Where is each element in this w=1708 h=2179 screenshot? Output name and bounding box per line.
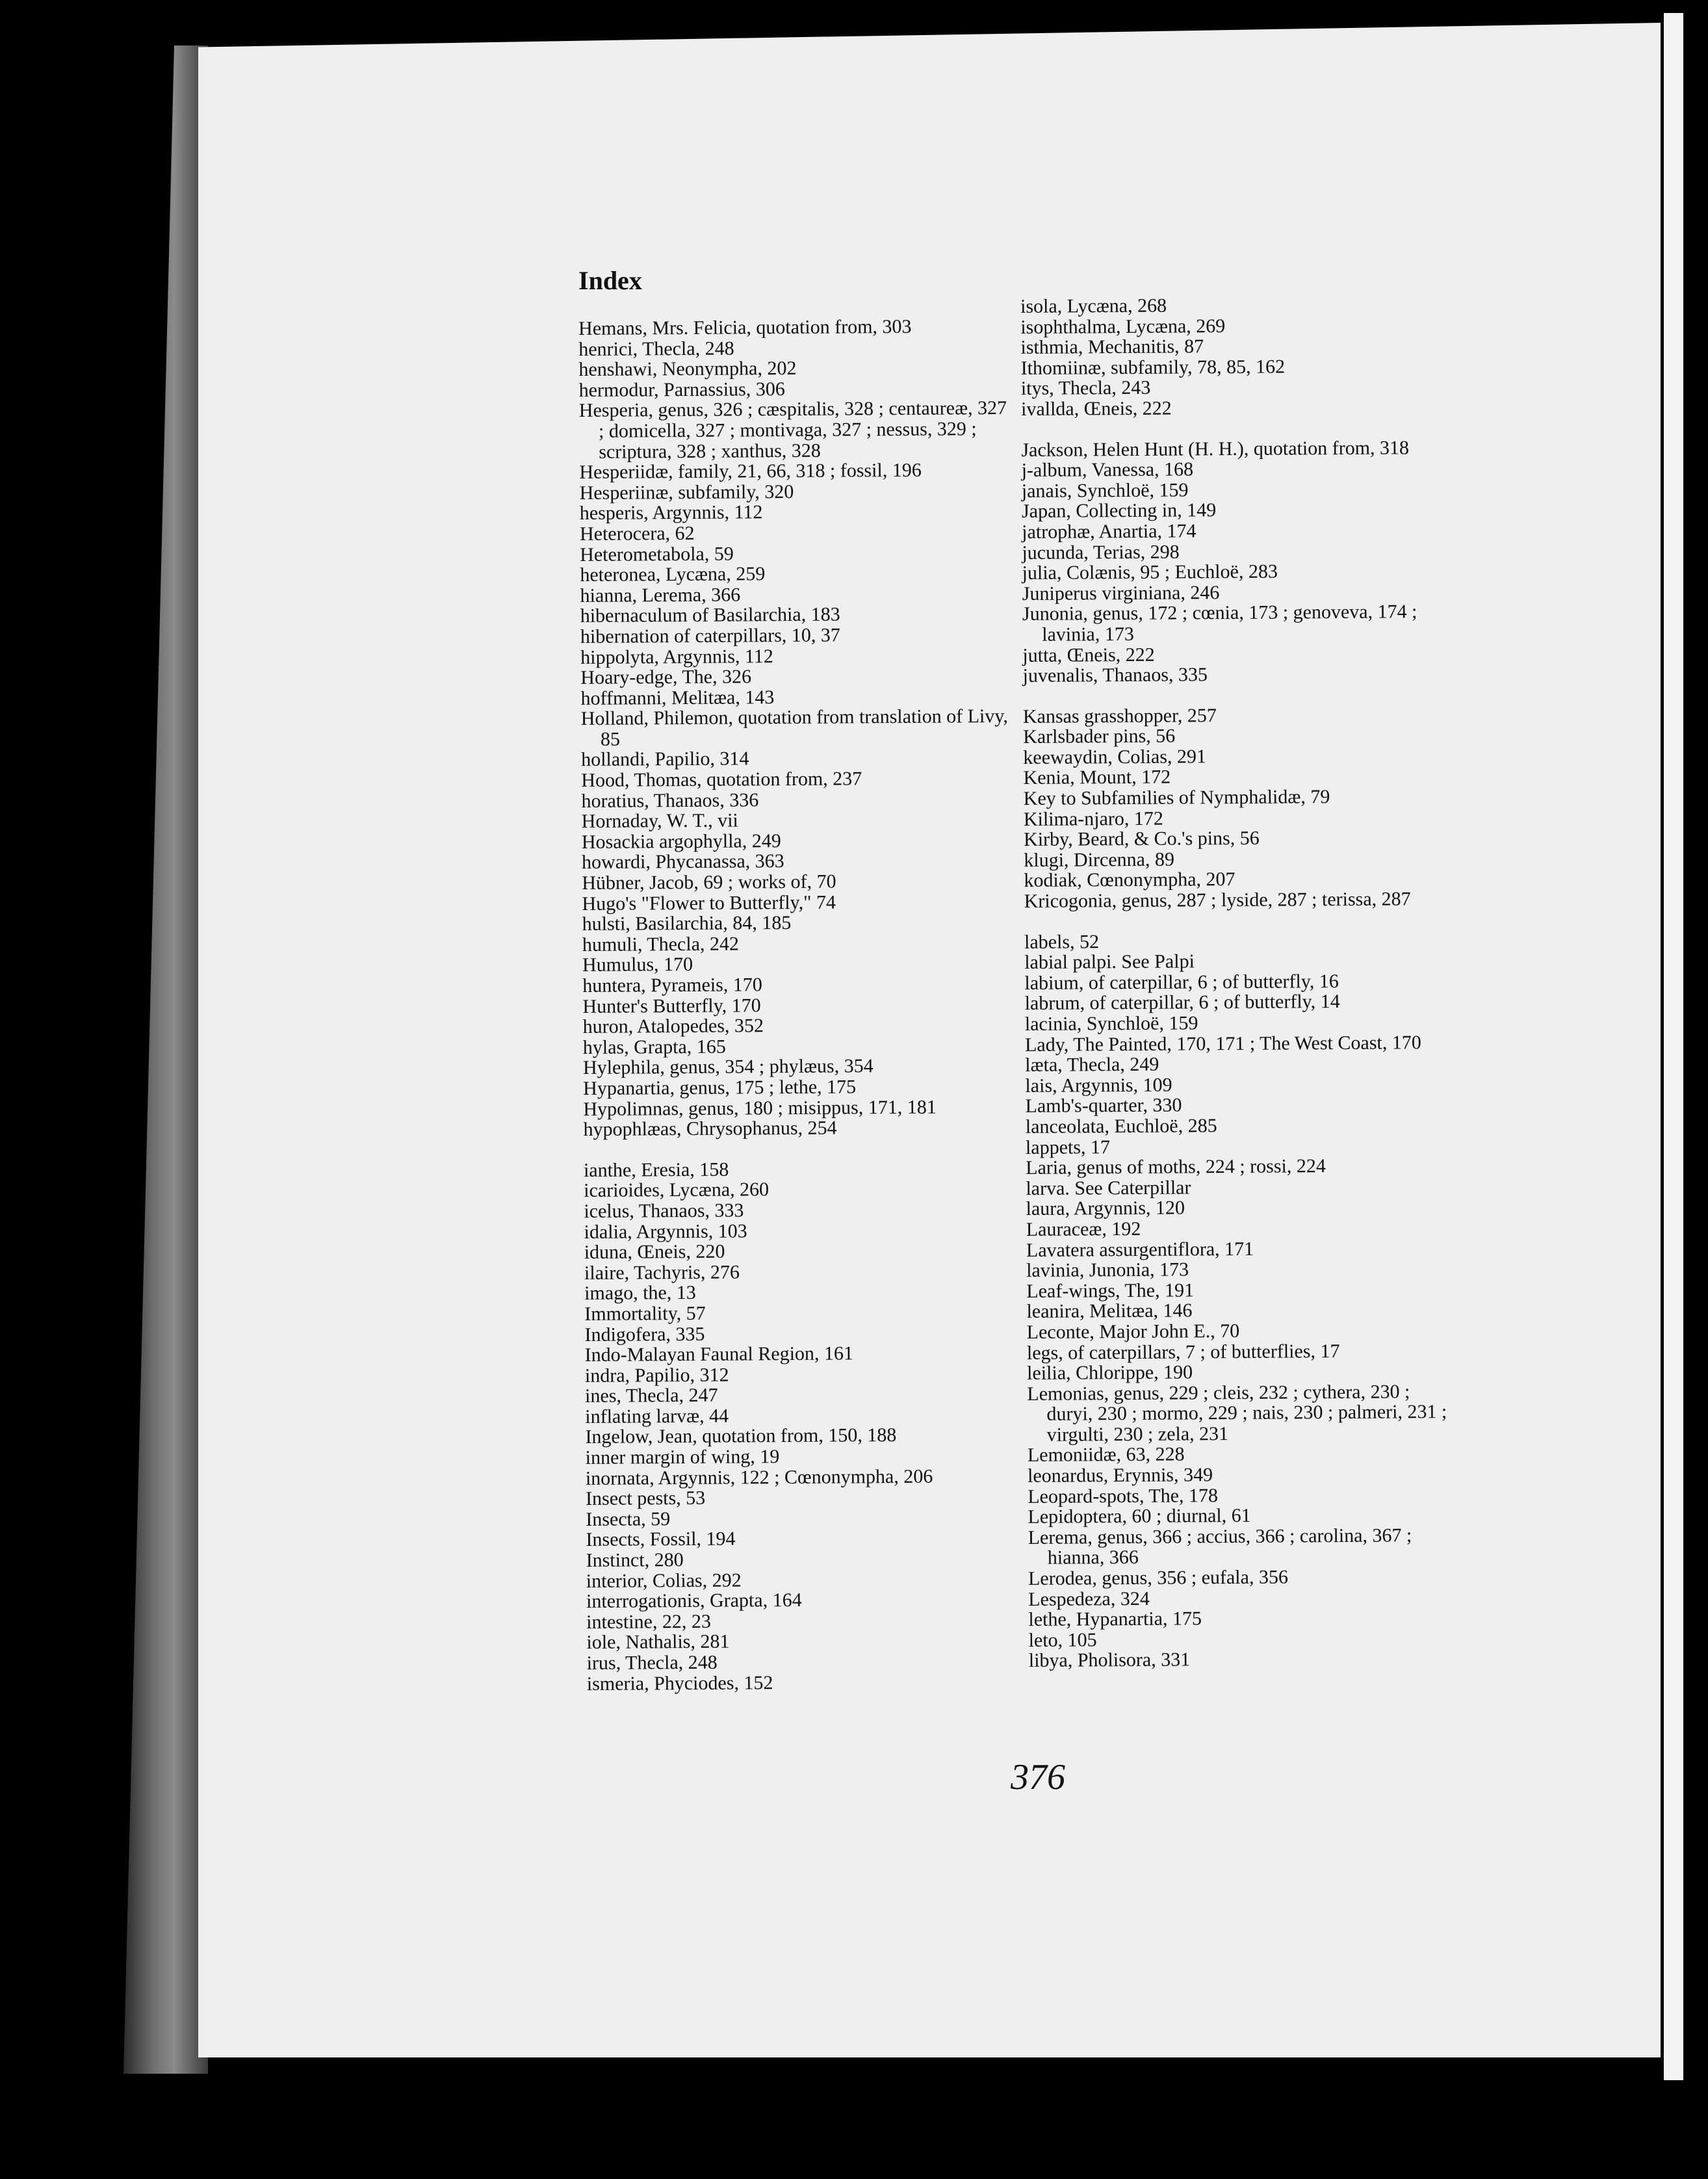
index-entry: hollandi, Papilio, 314 (581, 748, 749, 771)
index-entry: ilaire, Tachyris, 276 (584, 1261, 740, 1284)
index-entry: interrogationis, Grapta, 164 (586, 1589, 802, 1613)
index-entry: Hornaday, W. T., vii (581, 809, 738, 833)
index-entry: Humulus, 170 (582, 954, 693, 976)
index-entry: legs, of caterpillars, 7 ; of butterflies, 17 (1026, 1340, 1340, 1364)
index-letter-group (578, 316, 1013, 1140)
index-entry: Instinct, 280 (586, 1549, 684, 1571)
index-entry: irus, Thecla, 248 (586, 1651, 718, 1674)
index-entry: Lespedeza, 324 (1028, 1587, 1150, 1610)
index-letter-group (1020, 294, 1450, 420)
index-letter-group (1023, 704, 1453, 912)
index-entry: larva. See Caterpillar (1026, 1177, 1191, 1199)
index-entry: j-album, Vanessa, 168 (1021, 458, 1194, 482)
index-entry: hylas, Grapta, 165 (582, 1036, 726, 1058)
index-entry: julia, Colænis, 95 ; Euchloë, 283 (1022, 560, 1278, 584)
index-column-right (1020, 294, 1458, 1691)
index-entry: Ithomiinæ, subfamily, 78, 85, 162 (1020, 356, 1286, 379)
index-entry: Jackson, Helen Hunt (H. H.), quotation from, 318 (1021, 436, 1410, 461)
index-entry: Kansas grasshopper, 257 (1022, 704, 1217, 727)
index-entry: huron, Atalopedes, 352 (582, 1015, 764, 1038)
index-entry: Lerema, genus, 366 ; accius, 366 ; carolina, 367 ; hianna, 366 (1028, 1524, 1412, 1569)
index-entry: Kenia, Mount, 172 (1023, 766, 1171, 789)
index-entry: intestine, 22, 23 (586, 1610, 712, 1633)
index-entry: Hoary-edge, The, 326 (580, 666, 752, 689)
index-entry: Hemans, Mrs. Felicia, quotation from, 303 (578, 315, 912, 339)
index-entry: Insects, Fossil, 194 (586, 1528, 736, 1551)
index-entry: hulsti, Basilarchia, 84, 185 (582, 912, 792, 935)
index-entry: isthmia, Mechanitis, 87 (1020, 335, 1204, 359)
index-entry: henshawi, Neonympha, 202 (578, 358, 797, 381)
index-entry: Kricogonia, genus, 287 ; lyside, 287 ; terissa, 287 (1024, 888, 1411, 913)
index-entry: labial palpi. See Palpi (1024, 950, 1195, 974)
index-entry: iole, Nathalis, 281 (586, 1631, 730, 1654)
index-entry: henrici, Thecla, 248 (578, 337, 734, 360)
index-entry: Hugo's "Flower to Butterfly," 74 (582, 891, 836, 915)
index-entry: Juniperus virginiana, 246 (1022, 581, 1220, 605)
index-entry: Hunter's Butterfly, 170 (582, 994, 761, 1017)
index-entry: Heterometabola, 59 (580, 543, 734, 566)
page-number: 376 (1011, 1757, 1065, 1797)
index-entry: Lerodea, genus, 356 ; eufala, 356 (1028, 1566, 1289, 1589)
index-entry: hypophlæas, Chrysophanus, 254 (583, 1117, 837, 1141)
book-page-edges (123, 46, 208, 2074)
index-entry: hippolyta, Argynnis, 112 (580, 645, 773, 668)
index-entry: idalia, Argynnis, 103 (584, 1220, 747, 1243)
index-entry: kodiak, Cœnonympha, 207 (1024, 868, 1236, 892)
index-entry: Laria, genus of moths, 224 ; rossi, 224 (1026, 1155, 1326, 1179)
index-entry: Ingelow, Jean, quotation from, 150, 188 (585, 1424, 897, 1448)
index-entry: lanceolata, Euchloë, 285 (1025, 1115, 1217, 1138)
index-entry: Hesperia, genus, 326 ; cæspitalis, 328 ; centaureæ, 327 ; domicella, 327 ; montivaga, 327 ; nessus, 329 ; scriptura, 328 ; xanthus, 328 (578, 397, 1007, 463)
index-entry: Hosackia argophylla, 249 (581, 829, 781, 853)
index-entry: labium, of caterpillar, 6 ; of butterfly, 16 (1024, 970, 1339, 994)
index-letter-group (584, 1158, 1016, 1694)
index-letter-group (1021, 437, 1451, 686)
index-column-left (578, 316, 1016, 1714)
index-entry: Karlsbader pins, 56 (1023, 725, 1176, 748)
index-entry: Hesperiinæ, subfamily, 320 (579, 480, 794, 504)
index-entry: howardi, Phycanassa, 363 (582, 850, 784, 874)
index-entry: Hylephila, genus, 354 ; phylæus, 354 (582, 1055, 873, 1079)
index-entry: iduna, Œneis, 220 (584, 1240, 725, 1264)
index-entry: Holland, Philemon, quotation from translation of Livy, 85 (580, 705, 1008, 750)
index-entry: ivallda, Œneis, 222 (1020, 397, 1172, 420)
index-entry: Lemonias, genus, 229 ; cleis, 232 ; cythera, 230 ; duryi, 230 ; mormo, 229 ; nais, 230 ; palmeri, 231 ; virgulti, 230 ; zela, 231 (1027, 1381, 1447, 1446)
index-entry: leonardus, Erynnis, 349 (1027, 1464, 1213, 1487)
index-entry: lavinia, Junonia, 173 (1026, 1259, 1189, 1282)
facing-page-edge (1664, 13, 1683, 2080)
index-entry: laura, Argynnis, 120 (1026, 1197, 1185, 1220)
index-entry: humuli, Thecla, 242 (582, 933, 740, 956)
index-entry: Hübner, Jacob, 69 ; works of, 70 (582, 870, 836, 894)
index-entry: icarioides, Lycæna, 260 (584, 1179, 770, 1202)
index-entry: Kilima-njaro, 172 (1023, 807, 1163, 830)
index-entry: keewaydin, Colias, 291 (1023, 746, 1207, 768)
index-entry: isophthalma, Lycæna, 269 (1020, 315, 1226, 338)
index-entry: huntera, Pyrameis, 170 (582, 974, 762, 997)
index-entry: inflating larvæ, 44 (585, 1405, 729, 1428)
index-entry: imago, the, 13 (584, 1282, 696, 1305)
index-entry: jatrophæ, Anartia, 174 (1022, 520, 1197, 543)
index-entry: isola, Lycæna, 268 (1020, 294, 1167, 317)
index-entry: lacinia, Synchloë, 159 (1024, 1012, 1198, 1035)
index-entry: Immortality, 57 (584, 1302, 706, 1325)
index-entry: hibernation of caterpillars, 10, 37 (580, 624, 840, 647)
index-entry: Junonia, genus, 172 ; cœnia, 173 ; genoveva, 174 ; lavinia, 173 (1022, 601, 1417, 646)
index-entry: inornata, Argynnis, 122 ; Cœnonympha, 206 (585, 1465, 933, 1489)
index-entry: ismeria, Phyciodes, 152 (586, 1671, 773, 1695)
index-entry: leilia, Chlorippe, 190 (1027, 1361, 1193, 1385)
index-entry: Indo-Malayan Faunal Region, 161 (584, 1342, 854, 1366)
index-entry: Hesperiidæ, family, 21, 66, 318 ; fossil, 196 (579, 459, 922, 484)
index-entry: Leaf-wings, The, 191 (1026, 1279, 1195, 1302)
index-entry: Kirby, Beard, & Co.'s pins, 56 (1024, 828, 1260, 851)
index-entry: Lauraceæ, 192 (1026, 1218, 1141, 1240)
index-entry: leto, 105 (1028, 1629, 1097, 1651)
index-entry: hibernaculum of Basilarchia, 183 (580, 603, 840, 627)
index-entry: Indigofera, 335 (584, 1323, 705, 1346)
index-entry: Key to Subfamilies of Nymphalidæ, 79 (1023, 786, 1330, 810)
index-entry: Hypanartia, genus, 175 ; lethe, 175 (583, 1076, 857, 1099)
index-entry: lethe, Hypanartia, 175 (1028, 1608, 1202, 1631)
index-entry: inner margin of wing, 19 (585, 1446, 780, 1469)
index-entry: leanira, Melitæa, 146 (1026, 1299, 1193, 1323)
index-entry: labrum, of caterpillar, 6 ; of butterfly, 14 (1024, 991, 1340, 1015)
index-entry: hermodur, Parnassius, 306 (578, 378, 785, 401)
index-entry: ianthe, Eresia, 158 (583, 1158, 729, 1181)
index-entry: horatius, Thanaos, 336 (581, 789, 759, 812)
index-entry: Insect pests, 53 (585, 1487, 706, 1510)
index-entry: labels, 52 (1024, 930, 1100, 953)
index-entry: lais, Argynnis, 109 (1025, 1074, 1172, 1097)
index-entry: Lavatera assurgentiflora, 171 (1026, 1238, 1254, 1261)
index-entry: hoffmanni, Melitæa, 143 (580, 686, 775, 709)
index-entry: ines, Thecla, 247 (585, 1385, 718, 1407)
index-entry: Lepidoptera, 60 ; diurnal, 61 (1028, 1505, 1251, 1528)
index-entry: Heterocera, 62 (579, 522, 695, 545)
index-entry: læta, Thecla, 249 (1025, 1053, 1159, 1076)
index-entry: Leconte, Major John E., 70 (1026, 1320, 1240, 1343)
index-entry: Lady, The Painted, 170, 171 ; The West Coast, 170 (1024, 1031, 1421, 1056)
index-entry: Japan, Collecting in, 149 (1021, 499, 1217, 523)
index-entry: jutta, Œneis, 222 (1022, 644, 1155, 666)
index-entry: Insecta, 59 (586, 1508, 671, 1530)
index-entry: juvenalis, Thanaos, 335 (1022, 664, 1208, 687)
index-entry: indra, Papilio, 312 (584, 1364, 729, 1387)
index-entry: Lamb's-quarter, 330 (1025, 1094, 1182, 1117)
index-entry: heteronea, Lycæna, 259 (580, 563, 766, 586)
index-entry: interior, Colias, 292 (586, 1569, 742, 1592)
index-entry: hesperis, Argynnis, 112 (579, 501, 763, 525)
index-entry: itys, Thecla, 243 (1020, 377, 1151, 400)
index-letter-group (1024, 930, 1458, 1671)
index-entry: hianna, Lerema, 366 (580, 584, 741, 607)
index-entry: janais, Synchloë, 159 (1021, 479, 1189, 502)
page-title: Index (578, 266, 642, 295)
index-entry: klugi, Dircenna, 89 (1024, 848, 1175, 871)
index-entry: jucunda, Terias, 298 (1022, 541, 1180, 564)
index-entry: icelus, Thanaos, 333 (584, 1199, 744, 1222)
index-entry: Hypolimnas, genus, 180 ; misippus, 171, 181 (583, 1096, 937, 1120)
index-entry: lappets, 17 (1025, 1136, 1111, 1158)
index-entry: libya, Pholisora, 331 (1028, 1649, 1191, 1672)
index-entry: Leopard-spots, The, 178 (1028, 1484, 1219, 1507)
index-entry: Hood, Thomas, quotation from, 237 (581, 768, 862, 792)
index-entry: Lemoniidæ, 63, 228 (1027, 1443, 1185, 1467)
